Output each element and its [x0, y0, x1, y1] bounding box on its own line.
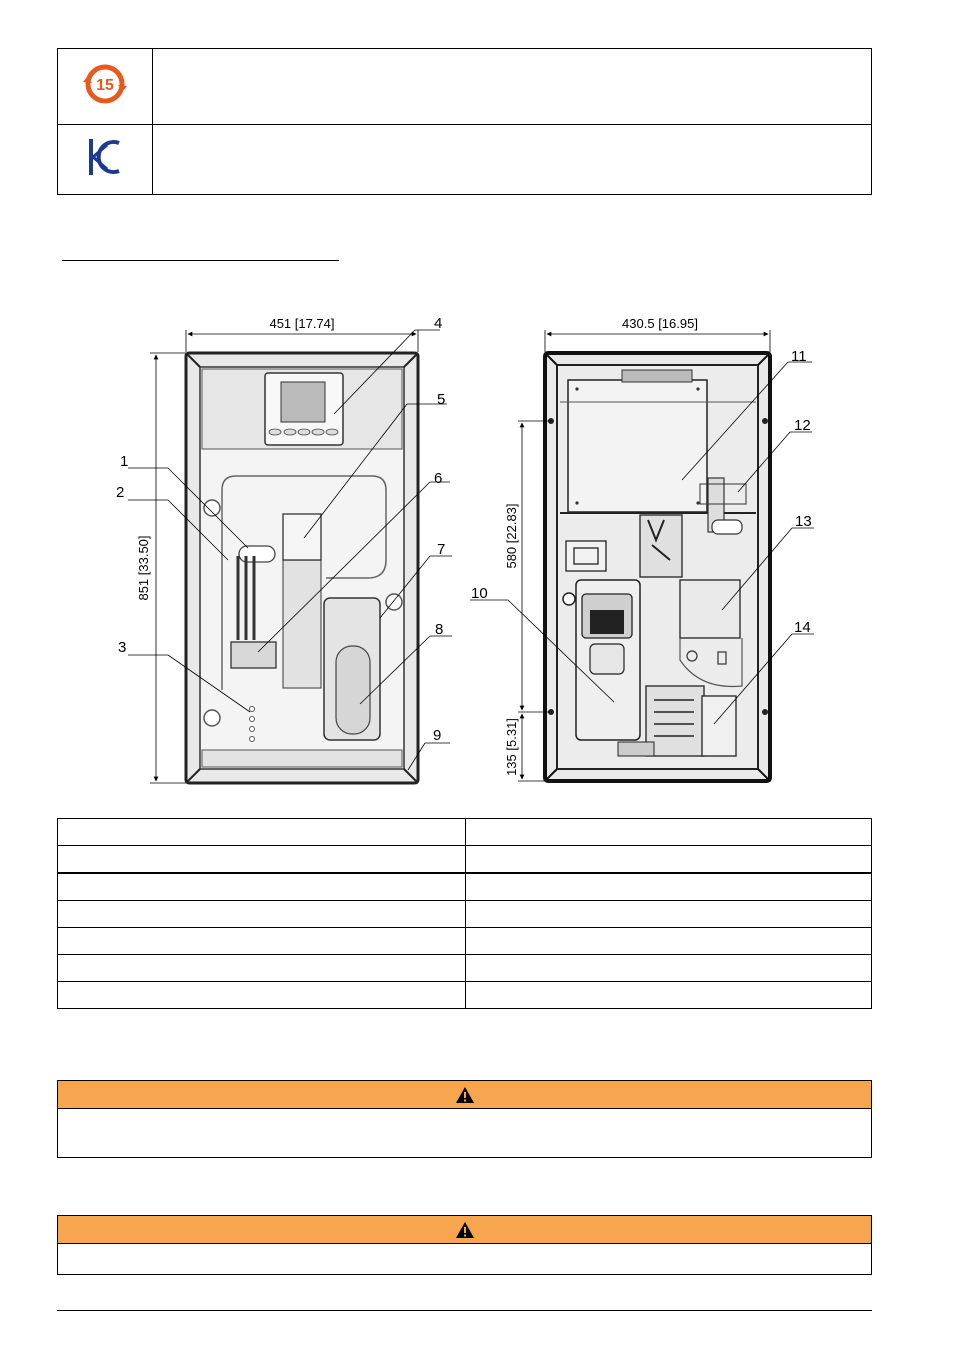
footer-rule: [57, 1310, 872, 1311]
back-width-dimension: 430.5 [16.95]: [622, 316, 698, 331]
analyzer-dimension-figure: [0, 300, 953, 810]
warning-box: [57, 1215, 872, 1275]
legend-row: [58, 846, 872, 874]
legend-row: [58, 901, 872, 928]
warning-text: [58, 1244, 871, 1256]
callout-5: 5: [437, 391, 446, 408]
marks-row-kc: [58, 125, 872, 195]
legend-cell: [58, 982, 466, 1009]
legend-cell: [466, 819, 872, 846]
legend-row: [58, 955, 872, 982]
back-upper-dimension: 580 [22.83]: [504, 503, 519, 569]
legend-cell: [466, 955, 872, 982]
front-height-dimension: 851 [33.50]: [136, 535, 151, 601]
marks-row-rohs: [58, 49, 872, 125]
callout-8: 8: [435, 621, 444, 638]
callout-10: 10: [471, 585, 488, 602]
callout-4: 4: [434, 315, 443, 332]
legend-cell: [58, 955, 466, 982]
callout-12: 12: [794, 417, 811, 434]
callout-3: 3: [118, 639, 127, 656]
legend-cell: [58, 873, 466, 901]
callout-1: 1: [120, 453, 129, 470]
legend-row: [58, 819, 872, 846]
legend-cell: [466, 928, 872, 955]
bottle: [336, 646, 370, 734]
legend-cell: [58, 819, 466, 846]
legend-cell: [58, 928, 466, 955]
callout-2: 2: [116, 484, 125, 501]
legend-cell: [58, 901, 466, 928]
back-lower-dimension: 135 [5.31]: [504, 718, 519, 776]
sensor-base: [231, 642, 276, 668]
marks-icon-cell: [58, 49, 153, 125]
section-heading-underline: [62, 260, 339, 261]
marks-text-cell: [153, 49, 872, 125]
legend-row: [58, 873, 872, 901]
component-13: [680, 580, 740, 638]
legend-cell: [466, 846, 872, 874]
legend-row: [58, 982, 872, 1009]
warning-header: [58, 1216, 871, 1244]
callout-13: 13: [795, 513, 812, 530]
front-view: [116, 315, 452, 783]
module-5: [283, 514, 321, 560]
marks-icon-cell: [58, 125, 153, 195]
marks-text-cell: [153, 125, 872, 195]
back-view: [470, 316, 814, 781]
callout-14: 14: [794, 619, 811, 636]
svg-text:15: 15: [96, 77, 114, 94]
callout-11: 11: [791, 348, 807, 365]
warning-triangle-icon: [455, 1221, 475, 1239]
controller-display: [281, 382, 325, 422]
callout-7: 7: [437, 541, 446, 558]
legend-row: [58, 928, 872, 955]
legend-cell: [466, 901, 872, 928]
front-width-dimension: 451 [17.74]: [269, 316, 335, 331]
callout-6: 6: [434, 470, 443, 487]
terminal-block: [646, 686, 704, 756]
callout-9: 9: [433, 727, 442, 744]
legend-cell: [466, 982, 872, 1009]
warning-text: [58, 1109, 871, 1121]
warning-header: [58, 1081, 871, 1109]
legend-table: [57, 818, 872, 1009]
china-rohs-15-icon: [81, 60, 129, 108]
electronics-enclosure: [568, 380, 707, 512]
legend-cell: [58, 846, 466, 874]
warning-triangle-icon: [455, 1086, 475, 1104]
marks-table: [57, 48, 872, 195]
warning-box: [57, 1080, 872, 1158]
legend-cell: [466, 873, 872, 901]
kc-mark-icon: [88, 137, 122, 177]
